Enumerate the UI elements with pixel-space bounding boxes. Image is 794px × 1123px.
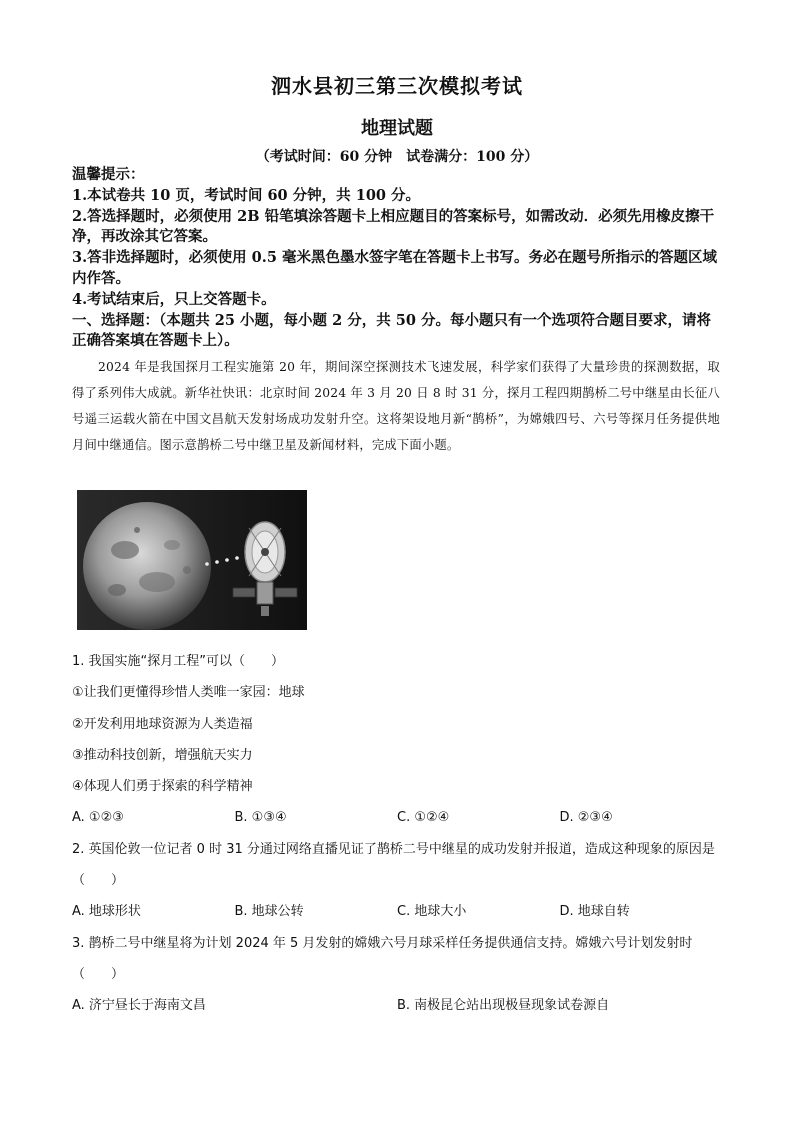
option-b[interactable]: B. 南极昆仑站出现极昼现象试卷源自 <box>397 998 610 1014</box>
answer-options <box>72 802 722 833</box>
question-stem: 2. 英国伦敦一位记者 0 时 31 分通过网络直播见证了鹊桥二号中继星的成功发射并报道，造成这种现象的原因是（ ） <box>72 841 715 889</box>
statement-item: ③推动科技创新，增强航天实力 <box>72 747 253 763</box>
answer-options <box>72 990 722 1021</box>
notice-item: 2.答选择题时，必须使用 2B 铅笔填涂答题卡上相应题目的答案标号，如需改动．必须先用橡皮擦干净，再改涂其它答案。 <box>72 207 715 246</box>
statement-item: ④体现人们勇于探索的科学精神 <box>72 779 253 795</box>
option-c[interactable]: C. ①②④ <box>397 810 450 826</box>
section-heading: 一、选择题：（本题共 25 小题，每小题 2 分，共 50 分。每小题只有一个选项符合题目要求，请将正确答案填在答题卡上）。 <box>72 311 711 350</box>
option-d[interactable]: D. ②③④ <box>559 810 613 826</box>
option-b[interactable]: B. ①③④ <box>234 810 287 826</box>
option-c[interactable]: C. 地球大小 <box>397 904 467 920</box>
notice-heading: 温馨提示： <box>72 166 145 183</box>
reading-passage <box>72 354 720 458</box>
page-subtitle: 地理试题 <box>361 118 433 139</box>
question-stem: 1. 我国实施“探月工程”可以（ ） <box>72 654 285 669</box>
moon-icon <box>83 502 211 630</box>
notice-item: 4.考试结束后，只上交答题卡。 <box>72 290 276 308</box>
passage-text: 2024 年是我国探月工程实施第 20 年，期间深空探测技术飞速发展，科学家们获得了大量珍贵的探测数据，取得了系列伟大成就。新华社快讯：北京时间 2024 年 3 月 20 日 8 时 31 分，探月工程四期鹊桥二号中继星由长征八号遥三运载火箭在中国文昌航天发射场成功发射升空。这将架设地月新“鹊桥”，为嫦娥四号、六号等探月任务提供地月间中继通信。图示意鹊桥二号中继卫星及新闻材料，完成下面小题。 <box>72 360 720 452</box>
notice-block <box>72 165 722 352</box>
option-d[interactable]: D. 地球自转 <box>559 904 630 920</box>
relay-satellite-photo <box>77 490 307 630</box>
page-title: 泗水县初三第三次模拟考试 <box>271 74 523 98</box>
question-stem: 3. 鹊桥二号中继星将为计划 2024 年 5 月发射的嫦娥六号月球采样任务提供通信支持。嫦娥六号计划发射时（ ） <box>72 935 693 982</box>
notice-item: 3.答非选择题时，必须使用 0.5 毫米黑色墨水签字笔在答题卡上书写。务必在题号所指示的答题区域内作答。 <box>72 249 717 287</box>
option-a[interactable]: A. 济宁昼长于海南文昌 <box>72 998 206 1014</box>
answer-options <box>72 896 722 927</box>
exam-info: （考试时间：60 分钟 试卷满分：100 分） <box>255 149 539 165</box>
notice-item: 1.本试卷共 10 页，考试时间 60 分钟，共 100 分。 <box>72 186 421 204</box>
statement-item: ①让我们更懂得珍惜人类唯一家园：地球 <box>72 685 305 701</box>
option-b[interactable]: B. 地球公转 <box>234 904 304 920</box>
statement-item: ②开发利用地球资源为人类造福 <box>72 716 253 732</box>
question-list <box>72 646 722 1022</box>
option-a[interactable]: A. ①②③ <box>72 810 124 826</box>
moon-satellite-illustration <box>77 490 307 630</box>
option-a[interactable]: A. 地球形状 <box>72 904 141 920</box>
